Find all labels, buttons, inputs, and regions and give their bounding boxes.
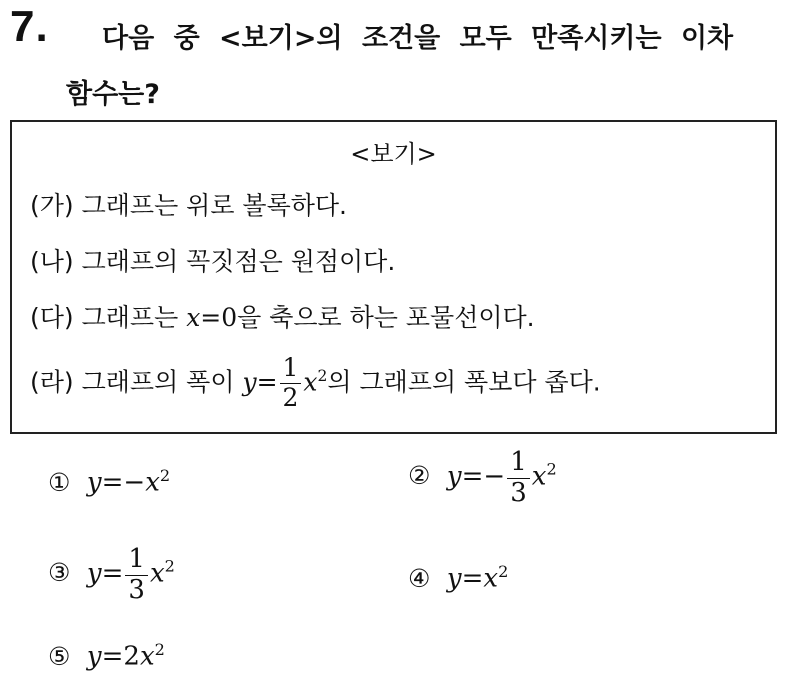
condition-text: 그래프는 위로 볼록하다. (81, 191, 347, 220)
math-exponent: 2 (164, 556, 175, 576)
math-var-x: x (149, 558, 165, 589)
fraction-denominator: 3 (128, 574, 145, 605)
fraction-numerator: 1 (507, 448, 530, 479)
question-text-line2: 함수는? (66, 79, 160, 110)
condition-label: (다) (30, 303, 74, 332)
fraction-numerator: 1 (125, 545, 148, 576)
choice-number-5: ⑤ (48, 641, 71, 671)
question-text-line1: 다음 중 <보기>의 조건을 모두 만족시키는 이차 (102, 23, 734, 54)
choice-2[interactable] (408, 448, 557, 509)
math-var-x: x (531, 461, 547, 492)
math-var-x: x (145, 467, 160, 498)
math-exponent: 2 (498, 562, 509, 581)
math-equals: = (256, 367, 278, 397)
fraction-denominator: 3 (510, 477, 527, 508)
choice-number-1: ① (48, 467, 71, 497)
condition-label: (가) (30, 191, 74, 220)
math-exponent: 2 (317, 366, 328, 385)
fraction-numerator: 1 (280, 354, 302, 384)
choice-1[interactable] (48, 466, 170, 498)
math-minus: − (483, 461, 506, 492)
math-coefficient: 2 (123, 641, 140, 672)
math-var-x: x (139, 641, 155, 672)
condition-text-pre: 그래프의 폭이 (81, 367, 235, 397)
choice-4[interactable] (408, 562, 508, 594)
condition-ga (30, 186, 347, 222)
condition-text-post: 을 축으로 하는 포물선이다. (237, 303, 535, 332)
question-number: 7. (10, 2, 49, 51)
condition-label: (나) (30, 247, 74, 276)
math-var-y: y (86, 558, 102, 589)
condition-label: (라) (30, 367, 74, 397)
math-var-y: y (446, 461, 462, 492)
condition-ra (30, 354, 601, 413)
math-var-y: y (86, 467, 102, 498)
condition-text-post: 의 그래프의 폭보다 좁다. (327, 367, 601, 397)
condition-text: 그래프의 꼭짓점은 원점이다. (81, 247, 396, 276)
math-var-y: y (446, 563, 462, 594)
choice-3[interactable] (48, 545, 175, 606)
math-var-y: y (242, 367, 257, 397)
fraction-denominator: 2 (282, 382, 299, 412)
math-zero: 0 (221, 303, 238, 332)
math-equals: = (200, 303, 222, 332)
math-equals: = (461, 563, 484, 594)
box-title: <보기> (350, 140, 437, 168)
fraction (507, 448, 530, 509)
math-equals: = (101, 641, 124, 672)
math-exponent: 2 (546, 459, 557, 479)
condition-text-pre: 그래프는 (81, 303, 179, 332)
choice-number-4: ④ (408, 563, 431, 593)
math-var-x: x (186, 303, 201, 332)
condition-na (30, 242, 395, 278)
math-exponent: 2 (159, 466, 171, 485)
math-equals: = (101, 558, 124, 589)
math-equals: = (461, 461, 484, 492)
fraction (125, 545, 148, 606)
math-var-y: y (86, 641, 102, 672)
math-equals: = (101, 467, 124, 498)
math-exponent: 2 (154, 640, 165, 659)
condition-da (30, 298, 535, 334)
fraction (280, 354, 302, 413)
choice-number-2: ② (408, 461, 431, 491)
math-minus: − (123, 467, 146, 498)
conditions-box (10, 120, 777, 434)
choice-5[interactable] (48, 640, 165, 672)
math-var-x: x (303, 367, 318, 397)
math-var-x: x (483, 563, 499, 594)
choice-number-3: ③ (48, 558, 71, 588)
